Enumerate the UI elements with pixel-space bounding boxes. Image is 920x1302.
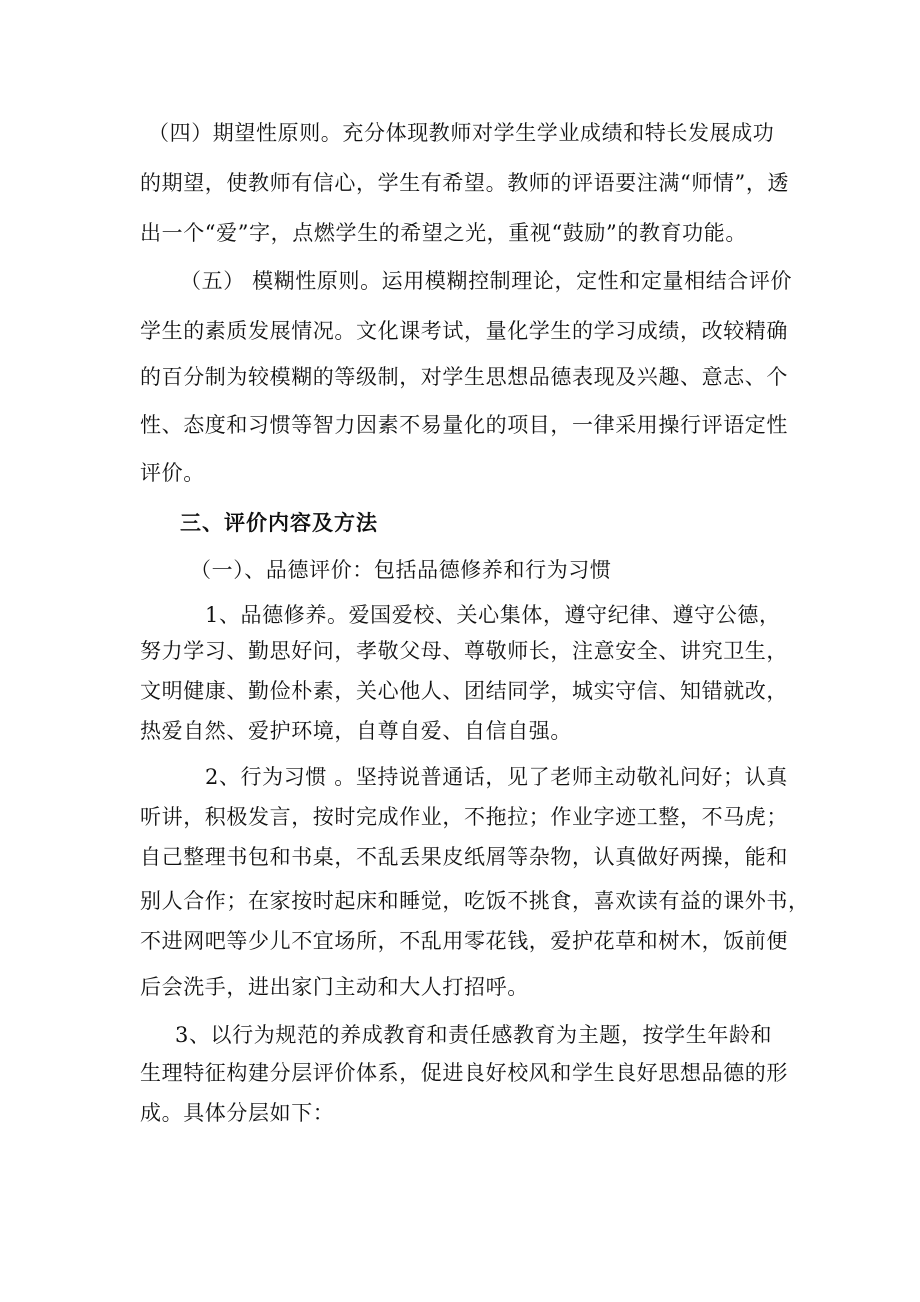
subsection-heading: （一）、品德评价：包括品德修养和行为习惯 [190, 558, 612, 582]
text-line: 自己整理书包和书桌，不乱丢果皮纸屑等杂物，认真做好两操，能和 [140, 845, 788, 869]
text-line: 生理特征构建分层评价体系，促进良好校风和学生良好思想品德的形 [140, 1061, 788, 1085]
text-line: 2、行为习惯 。坚持说普通话，见了老师主动敬礼问好；认真 [205, 765, 788, 789]
section-heading: 三、评价内容及方法 [180, 511, 378, 535]
text-line: 3、以行为规范的养成教育和责任感教育为主题，按学生年龄和 [175, 1023, 773, 1047]
text-line: 后会洗手，进出家门主动和大人打招呼。 [140, 975, 529, 999]
text-line: 不进网吧等少儿不宜场所，不乱用零花钱，爱护花草和树木，饭前便 [140, 929, 788, 953]
text-line: 评价。 [140, 461, 205, 485]
text-line: 性、态度和习惯等智力因素不易量化的项目，一律采用操行评语定性 [140, 413, 788, 437]
text-line: （四）期望性原则。充分体现教师对学生学业成绩和特长发展成功 [148, 121, 775, 145]
text-line: 别人合作；在家按时起床和睡觉，吃饭不挑食，喜欢读有益的课外书， [140, 889, 810, 913]
text-line: 的期望，使教师有信心，学生有希望。教师的评语要注满“师情”，透 [140, 171, 790, 195]
text-line: 文明健康、勤俭朴素，关心他人、团结同学，城实守信、知错就改， [140, 679, 788, 703]
text-line: 热爱自然、爱护环境，自尊自爱、自信自强。 [140, 719, 572, 743]
text-line: 出一个“爱”字，点燃学生的希望之光，重视“鼓励”的教育功能。 [140, 221, 747, 245]
text-line: 成。具体分层如下： [140, 1101, 335, 1125]
text-line: 听讲，积极发言，按时完成作业，不拖拉；作业字迹工整，不马虎； [140, 805, 788, 829]
text-line: 努力学习、勤思好问，孝敬父母、尊敬师长，注意安全、讲究卫生， [140, 639, 788, 663]
text-line: （五） 模糊性原则。运用模糊控制理论，定性和定量相结合评价 [180, 269, 793, 293]
text-line: 1、品德修养。爱国爱校、关心集体，遵守纪律、遵守公德， [205, 603, 781, 627]
text-line: 的百分制为较模糊的等级制，对学生思想品德表现及兴趣、意志、个 [140, 365, 788, 389]
text-line: 学生的素质发展情况。文化课考试，量化学生的学习成绩，改较精确 [140, 319, 788, 343]
